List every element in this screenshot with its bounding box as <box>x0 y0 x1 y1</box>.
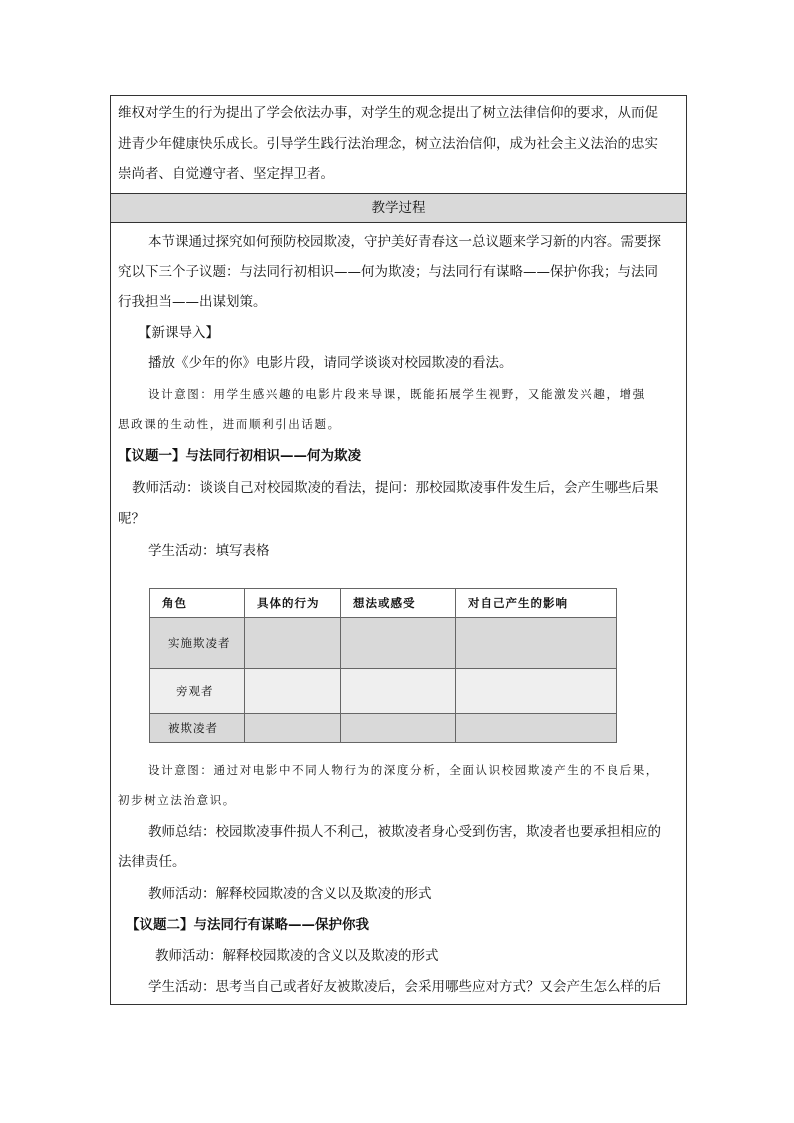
table-cell[interactable] <box>245 714 341 743</box>
design-intent-1-line-1: 设计意图：用学生感兴趣的电影片段来导课，既能拓展学生视野，又能激发兴趣，增强 <box>148 387 646 401</box>
table-header-feeling: 想法或感受 <box>341 589 456 618</box>
student-activity-1: 学生活动：填写表格 <box>148 543 270 559</box>
student-activity-2: 学生活动：思考当自己或者好友被欺凌后，会采用哪些应对方式？又会产生怎么样的后 <box>148 979 661 995</box>
top-paragraph-line-2: 进青少年健康快乐成长。引导学生践行法治理念，树立法治信仰，成为社会主义法治的忠实 <box>118 136 658 152</box>
teacher-activity-1-line-1: 教师活动：谈谈自己对校园欺凌的看法，提问：那校园欺凌事件发生后，会产生哪些后果 <box>132 480 659 496</box>
role-table <box>149 588 617 743</box>
table-cell[interactable] <box>456 618 617 669</box>
table-cell-role: 旁观者 <box>150 669 245 714</box>
new-lesson-heading: 【新课导入】 <box>138 325 219 341</box>
table-cell[interactable] <box>456 669 617 714</box>
new-lesson-text: 播放《少年的你》电影片段，请同学谈谈对校园欺凌的看法。 <box>148 355 513 371</box>
intro-line-1: 本节课通过探究如何预防校园欺凌，守护美好青春这一总议题来学习新的内容。需要探 <box>148 234 661 250</box>
design-intent-1-line-2: 思政课的生动性，进而顺利引出话题。 <box>118 417 341 431</box>
teacher-activity-3: 教师活动：解释校园欺凌的含义以及欺凌的形式 <box>155 948 439 964</box>
table-header-role: 角色 <box>150 589 245 618</box>
table-header-behavior: 具体的行为 <box>245 589 341 618</box>
table-cell[interactable] <box>245 669 341 714</box>
teacher-activity-2: 教师活动：解释校园欺凌的含义以及欺凌的形式 <box>148 886 432 902</box>
table-row <box>150 714 617 743</box>
table-cell[interactable] <box>341 714 456 743</box>
table-cell[interactable] <box>341 618 456 669</box>
table-cell[interactable] <box>456 714 617 743</box>
design-intent-2-line-1: 设计意图：通过对电影中不同人物行为的深度分析，全面认识校园欺凌产生的不良后果， <box>148 763 659 777</box>
top-paragraph-line-3: 崇尚者、自觉遵守者、坚定捍卫者。 <box>118 166 334 182</box>
teacher-summary-line-1: 教师总结：校园欺凌事件损人不利己，被欺凌者身心受到伤害，欺凌者也要承担相应的 <box>148 824 661 840</box>
intro-line-2: 究以下三个子议题：与法同行初相识——何为欺凌；与法同行有谋略——保护你我；与法同 <box>118 264 658 280</box>
table-cell[interactable] <box>341 669 456 714</box>
table-row <box>150 618 617 669</box>
section-title: 教学过程 <box>111 193 686 223</box>
table-cell-role: 实施欺凌者 <box>150 618 245 669</box>
design-intent-2-line-2: 初步树立法治意识。 <box>118 793 236 807</box>
top-paragraph-line-1: 维权对学生的行为提出了学会依法办事，对学生的观念提出了树立法律信仰的要求，从而促 <box>118 105 658 121</box>
table-header-impact: 对自己产生的影响 <box>456 589 617 618</box>
topic1-heading: 【议题一】与法同行初相识——何为欺凌 <box>118 448 361 464</box>
table-cell[interactable] <box>245 618 341 669</box>
teacher-summary-line-2: 法律责任。 <box>118 854 186 870</box>
topic2-heading: 【议题二】与法同行有谋略——保护你我 <box>126 917 369 933</box>
teacher-activity-1-line-2: 呢？ <box>118 511 145 527</box>
table-cell-role: 被欺凌者 <box>150 714 245 743</box>
intro-line-3: 行我担当——出谋划策。 <box>118 294 267 310</box>
table-row <box>150 669 617 714</box>
